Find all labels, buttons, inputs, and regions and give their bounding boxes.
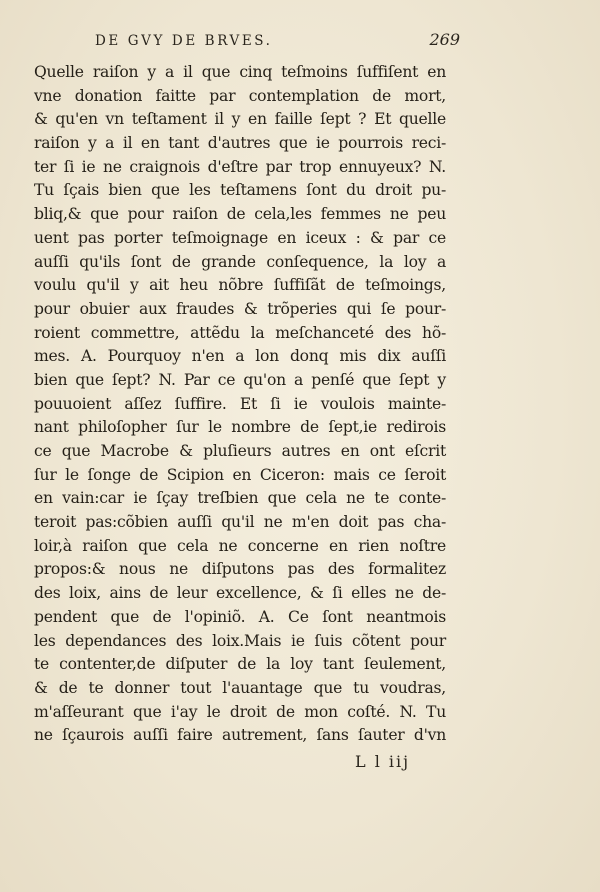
signature-mark: L l iij	[355, 752, 411, 771]
text-line: bien que ſept? N. Par ce qu'on a penſé que ſept y	[34, 370, 446, 389]
text-line: loir,à raiſon que cela ne concerne en rien noſtre	[34, 536, 446, 555]
text-line: ter ſi ie ne craignois d'eſtre par trop ennuyeux? N.	[34, 157, 446, 176]
text-line: uent pas porter teſmoignage en iceux : & par ce	[34, 228, 446, 247]
text-line: nant philoſopher ſur le nombre de ſept,ie redirois	[34, 418, 446, 437]
text-line: ce que Macrobe & pluſieurs autres en ont eſcrit	[34, 442, 446, 460]
text-line: Quelle raiſon y a il que cinq teſmoins ſuffiſent en	[34, 63, 446, 81]
text-line: teroit pas:cõbien auſſi qu'il ne m'en doit pas cha-	[34, 513, 446, 532]
text-line: & qu'en vn teſtament il y en faille ſept ? Et quelle	[34, 110, 446, 129]
text-line: pour obuier aux fraudes & trõperies qui ſe pour-	[34, 299, 446, 318]
running-title: DE GVY DE BRVES.	[95, 33, 273, 49]
text-line: auſſi qu'ils ſont de grande conſequence, la loy a	[34, 252, 446, 271]
text-line: ne ſçaurois auſſi faire autrement, ſans ſauter d'vn	[34, 726, 446, 745]
text-line: m'aſſeurant que i'ay le droit de mon coſté. N. Tu	[34, 702, 446, 721]
text-line: voulu qu'il y ait heu nõbre ſuffiſãt de teſmoings,	[34, 276, 446, 295]
body-text	[34, 61, 446, 748]
text-line: des loix, ains de leur excellence, & ſi elles ne de-	[34, 584, 446, 603]
text-line: pouuoient aſſez ſuffire. Et ſi ie voulois mainte-	[34, 394, 446, 413]
text-line: Tu ſçais bien que les teſtamens ſont du droit pu-	[34, 181, 446, 200]
text-line: roient commettre, attẽdu la meſchanceté des hõ-	[34, 323, 446, 342]
text-line: mes. A. Pourquoy n'en a lon donq mis dix auſſi	[34, 347, 446, 366]
page-number: 269	[429, 30, 460, 49]
text-line: les dependances des loix.Mais ie ſuis cõtent pour	[34, 631, 446, 650]
text-line: propos:& nous ne diſputons pas des formalitez	[34, 560, 446, 579]
text-line: raiſon y a il en tant d'autres que ie pourrois reci-	[34, 134, 446, 153]
text-line: bliq,& que pour raiſon de cela,les femmes ne peu	[34, 205, 446, 224]
text-line: vne donation faitte par contemplation de mort,	[34, 86, 446, 105]
text-line: & de te donner tout l'auantage que tu voudras,	[34, 678, 446, 697]
text-line: ſur le ſonge de Scipion en Ciceron: mais ce ſeroit	[34, 465, 446, 484]
text-line: en vain:car ie ſçay treſbien que cela ne te conte-	[34, 489, 446, 508]
text-line: te contenter,de diſputer de la loy tant ſeulement,	[34, 655, 446, 674]
text-line: pendent que de l'opiniõ. A. Ce ſont neantmois	[34, 607, 446, 626]
